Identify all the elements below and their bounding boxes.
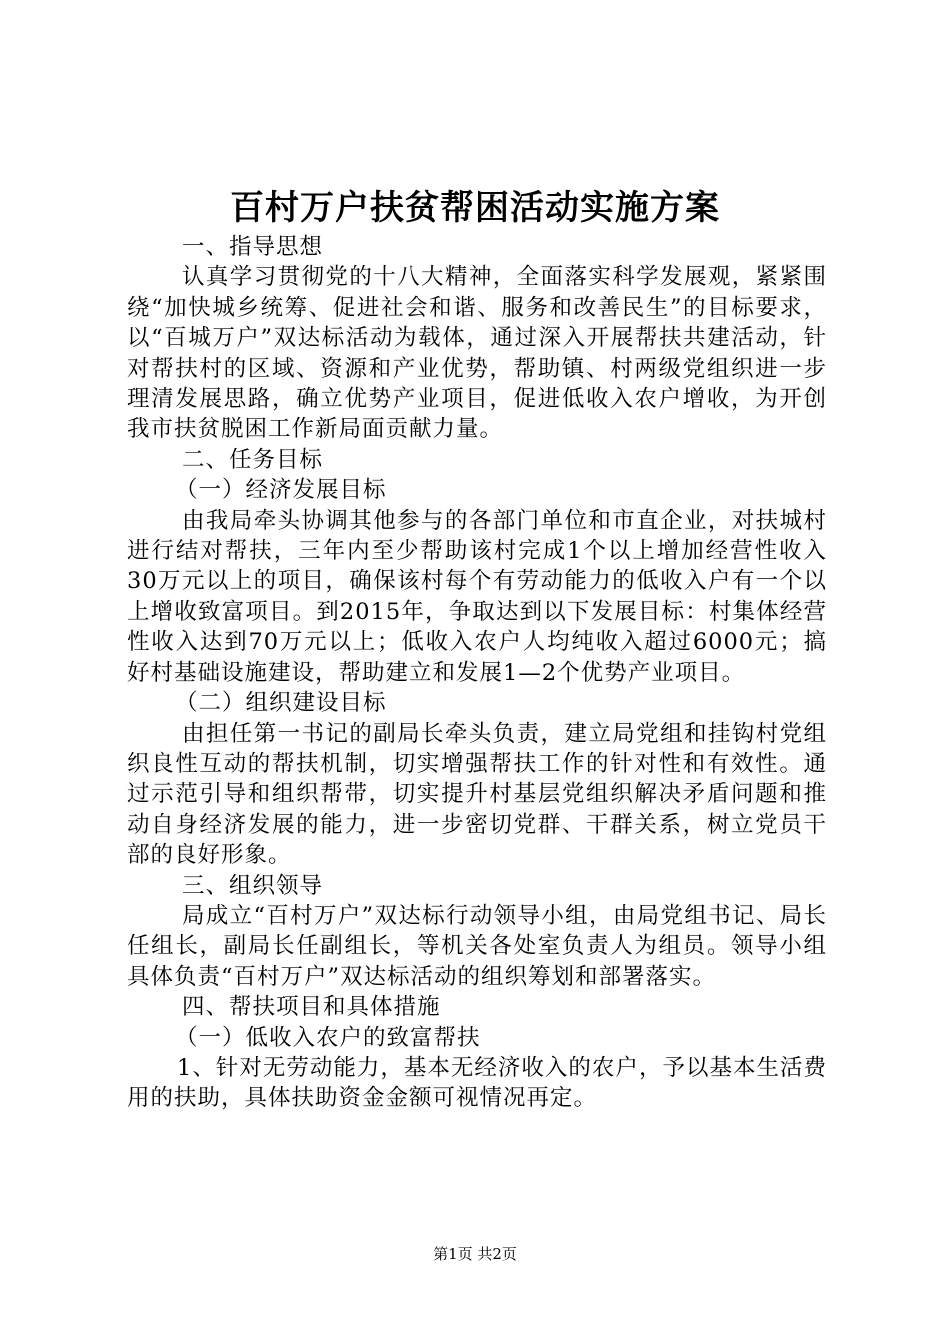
paragraph-guiding-thought: 认真学习贯彻党的十八大精神，全面落实科学发展观，紧紧围绕“加快城乡统筹、促进社会和谐、服务和改善民生”的目标要求，以“百城万户”双达标活动为载体，通过深入开展帮扶共建活动，针对帮扶村的区域、资源和产业优势，帮助镇、村两级党组织进一步理清发展思路，确立优势产业项目，促进低收入农户增收，为开创我市扶贫脱困工作新局面贡献力量。 [127,264,827,443]
subheading-low-income-help: （一）低收入农户的致富帮扶 [175,1024,481,1051]
paragraph-organization-goals: 由担任第一书记的副局长牵头负责，建立局党组和挂钩村党组织良性互动的帮扶机制，切实增强帮扶工作的针对性和有效性。通过示范引导和组织帮带，切实提升村基层党组织解决矛盾问题和推动自身经济发展的能力，进一步密切党群、干群关系，树立党员干部的良好形象。 [127,720,827,869]
section-heading-projects-measures: 四、帮扶项目和具体措施 [182,994,441,1021]
section-heading-leadership: 三、组织领导 [182,872,324,899]
subheading-economic-goals: （一）经济发展目标 [175,477,387,504]
list-item-1: 1、针对无劳动能力，基本无经济收入的农户，予以基本生活费用的扶助，具体扶助资金金额可视情况再定。 [127,1054,827,1112]
section-heading-guiding-thought: 一、指导思想 [182,234,324,260]
document-title: 百村万户扶贫帮困活动实施方案 [230,188,720,228]
subheading-organization-goals: （二）组织建设目标 [175,690,387,717]
document-body [127,232,827,1114]
section-heading-task-goals: 二、任务目标 [182,446,324,473]
paragraph-economic-goals: 由我局牵头协调其他参与的各部门单位和市直企业，对扶城村进行结对帮扶，三年内至少帮助该村完成1个以上增加经营性收入30万元以上的项目，确保该村每个有劳动能力的低收入户有一个以上增收致富项目。到2015年，争取达到以下发展目标：村集体经营性收入达到70万元以上；低收入农户人均纯收入超过6000元；搞好村基础设施建设，帮助建立和发展1—2个优势产业项目。 [127,507,827,686]
page-footer: 第1页 共2页 [433,1245,517,1263]
paragraph-leadership: 局成立“百村万户”双达标行动领导小组，由局党组书记、局长任组长，副局长任副组长，等机关各处室负责人为组员。领导小组具体负责“百村万户”双达标活动的组织筹划和部署落实。 [127,902,827,990]
